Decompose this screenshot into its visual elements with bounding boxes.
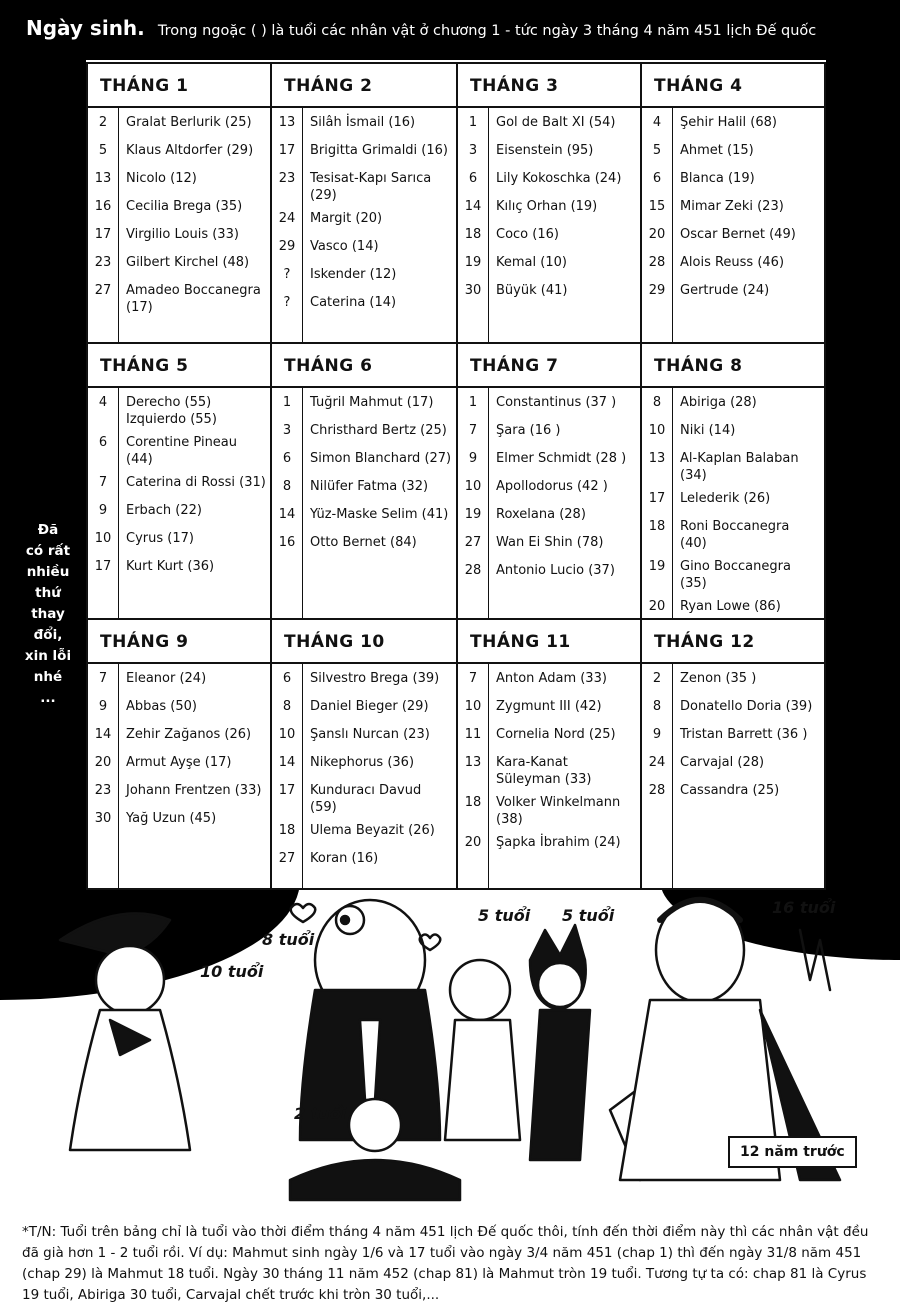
character-name: Şara (16 ) xyxy=(496,423,561,438)
birth-day: 17 xyxy=(94,559,112,574)
list-item xyxy=(272,528,456,556)
birthday-list xyxy=(88,664,270,890)
character-name: Corentine Pineau (44) xyxy=(126,435,238,467)
age-label: 5 tuổi xyxy=(562,906,615,925)
time-caption: 12 năm trước xyxy=(728,1136,857,1168)
list-item xyxy=(458,720,640,748)
birth-day: 10 xyxy=(94,531,112,546)
birth-day: 17 xyxy=(278,143,296,158)
month-cell xyxy=(88,344,272,618)
character-name: Eleanor (24) xyxy=(126,671,207,686)
month-heading: THÁNG 2 xyxy=(272,64,456,108)
list-item xyxy=(272,204,456,232)
list-item xyxy=(458,500,640,528)
character-name: Volker Winkelmann (38) xyxy=(496,795,621,827)
list-item xyxy=(458,472,640,500)
side-note-line: nhé xyxy=(33,669,63,685)
birth-day: 20 xyxy=(648,599,666,614)
character-name: Donatello Doria (39) xyxy=(680,699,813,714)
list-item xyxy=(88,164,270,192)
birth-day: 19 xyxy=(464,255,482,270)
list-item xyxy=(272,776,456,816)
list-item xyxy=(458,108,640,136)
birth-day: 3 xyxy=(282,423,292,438)
birth-day: 5 xyxy=(652,143,662,158)
list-item xyxy=(272,748,456,776)
month-cell xyxy=(88,64,272,342)
character-name: Al-Kaplan Balaban (34) xyxy=(680,451,799,483)
list-item xyxy=(642,720,824,748)
birth-day: 10 xyxy=(464,479,482,494)
birth-day: 8 xyxy=(282,479,292,494)
list-item xyxy=(272,816,456,844)
birth-day: 5 xyxy=(98,143,108,158)
list-item xyxy=(88,552,270,580)
list-item xyxy=(272,232,456,260)
character-name: Niki (14) xyxy=(680,423,736,438)
list-item xyxy=(642,776,824,804)
birth-day: 14 xyxy=(464,199,482,214)
birth-day: 6 xyxy=(652,171,662,186)
list-item xyxy=(88,276,270,316)
character-name: Zygmunt III (42) xyxy=(496,699,602,714)
table-row xyxy=(88,64,824,344)
birth-day: 16 xyxy=(278,535,296,550)
list-item xyxy=(458,136,640,164)
character-name: Alois Reuss (46) xyxy=(680,255,785,270)
character-name: Carvajal (28) xyxy=(680,755,765,770)
list-item xyxy=(272,500,456,528)
list-item xyxy=(272,416,456,444)
list-item xyxy=(642,416,824,444)
birth-day: 6 xyxy=(282,671,292,686)
list-item xyxy=(642,512,824,552)
character-name: Ahmet (15) xyxy=(680,143,754,158)
list-item xyxy=(642,248,824,276)
list-item xyxy=(642,664,824,692)
birth-day: 13 xyxy=(648,451,666,466)
character-name: Simon Blanchard (27) xyxy=(310,451,452,466)
birth-day: 20 xyxy=(464,835,482,850)
character-name: Cornelia Nord (25) xyxy=(496,727,616,742)
age-label: 5 tuổi xyxy=(478,906,531,925)
character-name: Coco (16) xyxy=(496,227,559,242)
character-name: Caterina (14) xyxy=(310,295,397,310)
age-label: 8 tuổi xyxy=(262,930,315,949)
character-name: Erbach (22) xyxy=(126,503,202,518)
character-name: Blanca (19) xyxy=(680,171,755,186)
list-item xyxy=(642,220,824,248)
character-name: Wan Ei Shin (78) xyxy=(496,535,604,550)
list-item xyxy=(88,496,270,524)
birth-day: 7 xyxy=(98,671,108,686)
month-cell xyxy=(272,344,458,618)
birth-day: 10 xyxy=(464,699,482,714)
character-name: Christhard Bertz (25) xyxy=(310,423,447,438)
month-heading: THÁNG 5 xyxy=(88,344,270,388)
birth-day: 18 xyxy=(278,823,296,838)
list-item xyxy=(642,192,824,220)
list-item xyxy=(642,444,824,484)
month-cell xyxy=(88,620,272,890)
birthday-list xyxy=(458,664,640,890)
birthday-list xyxy=(642,664,824,890)
list-item xyxy=(272,472,456,500)
character-name: Brigitta Grimaldi (16) xyxy=(310,143,448,158)
character-name: Koran (16) xyxy=(310,851,379,866)
birth-day: 30 xyxy=(94,811,112,826)
character-name: Büyük (41) xyxy=(496,283,568,298)
birth-day: 2 xyxy=(652,671,662,686)
side-note-line: Đã xyxy=(37,522,59,538)
month-cell xyxy=(458,620,642,890)
character-name: Kunduracı Davud (59) xyxy=(310,783,422,815)
birth-day: 7 xyxy=(468,671,478,686)
list-item xyxy=(88,108,270,136)
character-name: Armut Ayşe (17) xyxy=(126,755,232,770)
page-header xyxy=(26,16,886,40)
character-name: Virgilio Louis (33) xyxy=(126,227,239,242)
birth-day: 23 xyxy=(94,783,112,798)
birth-day: 14 xyxy=(278,755,296,770)
character-name: Zehir Zağanos (26) xyxy=(126,727,252,742)
character-name: Antonio Lucio (37) xyxy=(496,563,615,578)
list-item xyxy=(458,248,640,276)
character-name: Kara-Kanat Süleyman (33) xyxy=(496,755,592,787)
table-row xyxy=(88,344,824,620)
character-name: Şapka İbrahim (24) xyxy=(496,835,621,850)
birth-day: 8 xyxy=(652,395,662,410)
character-name: Apollodorus (42 ) xyxy=(496,479,608,494)
character-name: Margit (20) xyxy=(310,211,383,226)
month-cell xyxy=(458,344,642,618)
birth-day: 15 xyxy=(648,199,666,214)
birth-day: 28 xyxy=(648,783,666,798)
list-item xyxy=(458,692,640,720)
character-name: Elmer Schmidt (28 ) xyxy=(496,451,627,466)
list-item xyxy=(88,776,270,804)
character-name: Şehir Halil (68) xyxy=(680,115,777,130)
birth-day: 4 xyxy=(652,115,662,130)
character-name: Yüz-Maske Selim (41) xyxy=(310,507,449,522)
character-name: Şanslı Nurcan (23) xyxy=(310,727,430,742)
character-name: Gralat Berlurik (25) xyxy=(126,115,252,130)
birth-day: 14 xyxy=(278,507,296,522)
age-label: 16 tuổi xyxy=(772,898,836,917)
side-note-line: nhiều xyxy=(26,564,70,580)
birth-day: 13 xyxy=(94,171,112,186)
birth-day: 28 xyxy=(464,563,482,578)
list-item xyxy=(88,192,270,220)
birth-day: 24 xyxy=(278,211,296,226)
age-label: 2 tuổi xyxy=(294,1104,347,1123)
list-item xyxy=(642,276,824,304)
list-item xyxy=(272,388,456,416)
birth-day: 27 xyxy=(464,535,482,550)
birth-day: 24 xyxy=(648,755,666,770)
character-name: Silâh İsmail (16) xyxy=(310,115,416,130)
character-name: Derecho (55) Izquierdo (55) xyxy=(126,395,217,427)
list-item xyxy=(642,552,824,592)
list-item xyxy=(272,136,456,164)
list-item xyxy=(642,136,824,164)
list-item xyxy=(88,136,270,164)
birth-day: 18 xyxy=(464,227,482,242)
list-item xyxy=(88,748,270,776)
birthday-list xyxy=(458,108,640,342)
age-label: 10 tuổi xyxy=(200,962,264,981)
side-note-line: ... xyxy=(40,690,56,706)
character-name: Lelederik (26) xyxy=(680,491,771,506)
birth-day: 9 xyxy=(98,699,108,714)
birth-day: 29 xyxy=(278,239,296,254)
character-name: Constantinus (37 ) xyxy=(496,395,617,410)
list-item xyxy=(272,844,456,872)
birthday-list xyxy=(272,108,456,342)
month-cell xyxy=(272,64,458,342)
birth-day: 14 xyxy=(94,727,112,742)
right-band xyxy=(826,60,900,920)
character-name: Cassandra (25) xyxy=(680,783,780,798)
character-name: Klaus Altdorfer (29) xyxy=(126,143,254,158)
character-name: Gertrude (24) xyxy=(680,283,770,298)
month-heading: THÁNG 11 xyxy=(458,620,640,664)
list-item xyxy=(458,276,640,304)
month-cell xyxy=(272,620,458,890)
list-item xyxy=(88,664,270,692)
character-name: Nicolo (12) xyxy=(126,171,197,186)
character-name: Gol de Balt XI (54) xyxy=(496,115,616,130)
birth-day: 18 xyxy=(464,795,482,810)
character-name: Silvestro Brega (39) xyxy=(310,671,440,686)
birthday-list xyxy=(272,664,456,890)
birth-day: 16 xyxy=(94,199,112,214)
birth-day: ? xyxy=(283,267,291,282)
character-name: Mimar Zeki (23) xyxy=(680,199,784,214)
month-heading: THÁNG 8 xyxy=(642,344,824,388)
character-name: Cecilia Brega (35) xyxy=(126,199,243,214)
list-item xyxy=(458,828,640,856)
character-name: Oscar Bernet (49) xyxy=(680,227,796,242)
birth-day: 27 xyxy=(278,851,296,866)
list-item xyxy=(88,248,270,276)
list-item xyxy=(458,416,640,444)
page-title: Ngày sinh. xyxy=(26,16,145,40)
birth-day: 6 xyxy=(468,171,478,186)
birth-day: 20 xyxy=(648,227,666,242)
birth-day: 29 xyxy=(648,283,666,298)
side-note-line: thay xyxy=(31,606,65,622)
birth-day: 17 xyxy=(278,783,296,798)
birth-day: 20 xyxy=(94,755,112,770)
list-item xyxy=(272,444,456,472)
list-item xyxy=(458,528,640,556)
birth-day: 3 xyxy=(468,143,478,158)
birth-day: 23 xyxy=(278,171,296,186)
month-heading: THÁNG 7 xyxy=(458,344,640,388)
month-heading: THÁNG 10 xyxy=(272,620,456,664)
character-name: Johann Frentzen (33) xyxy=(126,783,262,798)
character-name: Cyrus (17) xyxy=(126,531,194,546)
birth-day: 18 xyxy=(648,519,666,534)
character-name: Kurt Kurt (36) xyxy=(126,559,215,574)
character-name: Ryan Lowe (86) xyxy=(680,599,781,614)
list-item xyxy=(272,260,456,288)
character-name: Otto Bernet (84) xyxy=(310,535,417,550)
list-item xyxy=(88,468,270,496)
birth-day: 8 xyxy=(652,699,662,714)
translator-note: *T/N: Tuổi trên bảng chỉ là tuổi vào thời điểm tháng 4 năm 451 lịch Đế quốc thôi, tính đến thời điểm này thì các nhân vật đều đã già hơn 1 - 2 tuổi rồi. Ví dụ: Mahmut sinh ngày 1/6 và 17 tuổi vào ngày 3/4 năm 451 (chap 1) thì đến ngày 31/8 năm 451 (chap 29) là Mahmut 18 tuổi. Ngày 30 tháng 11 năm 452 (chap 81) là Mahmut tròn 19 tuổi. Tương tự ta có: chap 81 là Cyrus 19 tuổi, Abiriga 30 tuổi, Carvajal chết trước khi tròn 30 tuổi,... xyxy=(22,1224,869,1303)
month-cell xyxy=(642,64,824,342)
character-name: Zenon (35 ) xyxy=(680,671,757,686)
character-name: Roni Boccanegra (40) xyxy=(680,519,790,551)
character-name: Nilüfer Fatma (32) xyxy=(310,479,429,494)
character-name: Lily Kokoschka (24) xyxy=(496,171,622,186)
list-item xyxy=(642,692,824,720)
list-item xyxy=(642,748,824,776)
birth-day: 30 xyxy=(464,283,482,298)
birth-day: 7 xyxy=(468,423,478,438)
list-item xyxy=(458,164,640,192)
birth-day: 6 xyxy=(98,435,108,450)
birthday-list xyxy=(458,388,640,618)
character-name: Nikephorus (36) xyxy=(310,755,415,770)
side-note-line: xin lỗi xyxy=(24,648,72,664)
list-item xyxy=(458,388,640,416)
birth-day: 13 xyxy=(278,115,296,130)
birth-day: 4 xyxy=(98,395,108,410)
month-cell xyxy=(642,344,824,618)
birthday-list xyxy=(642,388,824,618)
month-heading: THÁNG 12 xyxy=(642,620,824,664)
character-name: Caterina di Rossi (31) xyxy=(126,475,266,490)
birth-day: 28 xyxy=(648,255,666,270)
page-subtitle: Trong ngoặc ( ) là tuổi các nhân vật ở chương 1 - tức ngày 3 tháng 4 năm 451 lịch Đế quốc xyxy=(157,23,817,39)
birthday-list xyxy=(88,108,270,342)
birth-day: 7 xyxy=(98,475,108,490)
character-name: Roxelana (28) xyxy=(496,507,586,522)
character-name: Vasco (14) xyxy=(310,239,379,254)
character-name: Anton Adam (33) xyxy=(496,671,607,686)
birthday-list xyxy=(642,108,824,342)
side-note-line: đổi, xyxy=(33,627,63,643)
month-heading: THÁNG 3 xyxy=(458,64,640,108)
character-name: Tristan Barrett (36 ) xyxy=(680,727,808,742)
list-item xyxy=(88,524,270,552)
month-heading: THÁNG 1 xyxy=(88,64,270,108)
list-item xyxy=(458,192,640,220)
birth-day: 1 xyxy=(468,395,478,410)
list-item xyxy=(458,444,640,472)
list-item xyxy=(88,804,270,832)
character-name: Yağ Uzun (45) xyxy=(126,811,217,826)
birth-day: 1 xyxy=(282,395,292,410)
month-cell xyxy=(642,620,824,890)
character-name: Abbas (50) xyxy=(126,699,197,714)
list-item xyxy=(458,556,640,584)
list-item xyxy=(458,788,640,828)
birthday-list xyxy=(88,388,270,618)
birth-day: 8 xyxy=(282,699,292,714)
list-item xyxy=(88,692,270,720)
birth-day: 19 xyxy=(464,507,482,522)
character-name: Amadeo Boccanegra (17) xyxy=(126,283,261,315)
birth-day: 19 xyxy=(648,559,666,574)
character-name: Ulema Beyazit (26) xyxy=(310,823,435,838)
list-item xyxy=(642,164,824,192)
birth-day: 10 xyxy=(648,423,666,438)
birth-day: 17 xyxy=(648,491,666,506)
list-item xyxy=(272,164,456,204)
birth-day: 11 xyxy=(464,727,482,742)
left-band xyxy=(0,60,86,920)
side-note xyxy=(18,520,78,709)
list-item xyxy=(88,220,270,248)
character-name: Kemal (10) xyxy=(496,255,567,270)
birth-day: 6 xyxy=(282,451,292,466)
birthday-table xyxy=(86,62,826,890)
list-item xyxy=(642,592,824,620)
list-item xyxy=(272,692,456,720)
list-item xyxy=(88,428,270,468)
month-heading: THÁNG 6 xyxy=(272,344,456,388)
month-heading: THÁNG 9 xyxy=(88,620,270,664)
birth-day: 9 xyxy=(468,451,478,466)
month-cell xyxy=(458,64,642,342)
list-item xyxy=(272,664,456,692)
character-name: Eisenstein (95) xyxy=(496,143,594,158)
side-note-line: có rất xyxy=(25,543,71,559)
list-item xyxy=(272,720,456,748)
character-name: Abiriga (28) xyxy=(680,395,757,410)
list-item xyxy=(458,664,640,692)
birth-day: ? xyxy=(283,295,291,310)
birthday-list xyxy=(272,388,456,618)
birth-day: 1 xyxy=(468,115,478,130)
character-name: Gino Boccanegra (35) xyxy=(680,559,791,591)
birth-day: 23 xyxy=(94,255,112,270)
character-name: Gilbert Kirchel (48) xyxy=(126,255,250,270)
list-item xyxy=(458,748,640,788)
birth-day: 27 xyxy=(94,283,112,298)
birth-day: 9 xyxy=(98,503,108,518)
character-name: Kılıç Orhan (19) xyxy=(496,199,598,214)
list-item xyxy=(88,388,270,428)
list-item xyxy=(458,220,640,248)
list-item xyxy=(88,720,270,748)
list-item xyxy=(642,388,824,416)
birth-day: 9 xyxy=(652,727,662,742)
side-note-line: thứ xyxy=(35,585,61,601)
list-item xyxy=(642,484,824,512)
birth-day: 10 xyxy=(278,727,296,742)
birth-day: 2 xyxy=(98,115,108,130)
character-name: Iskender (12) xyxy=(310,267,397,282)
table-row xyxy=(88,620,824,890)
list-item xyxy=(272,288,456,316)
birth-day: 17 xyxy=(94,227,112,242)
birth-day: 13 xyxy=(464,755,482,770)
character-name: Tuğril Mahmut (17) xyxy=(310,395,434,410)
list-item xyxy=(642,108,824,136)
character-name: Daniel Bieger (29) xyxy=(310,699,429,714)
character-name: Tesisat-Kapı Sarıca (29) xyxy=(310,171,432,203)
list-item xyxy=(272,108,456,136)
month-heading: THÁNG 4 xyxy=(642,64,824,108)
